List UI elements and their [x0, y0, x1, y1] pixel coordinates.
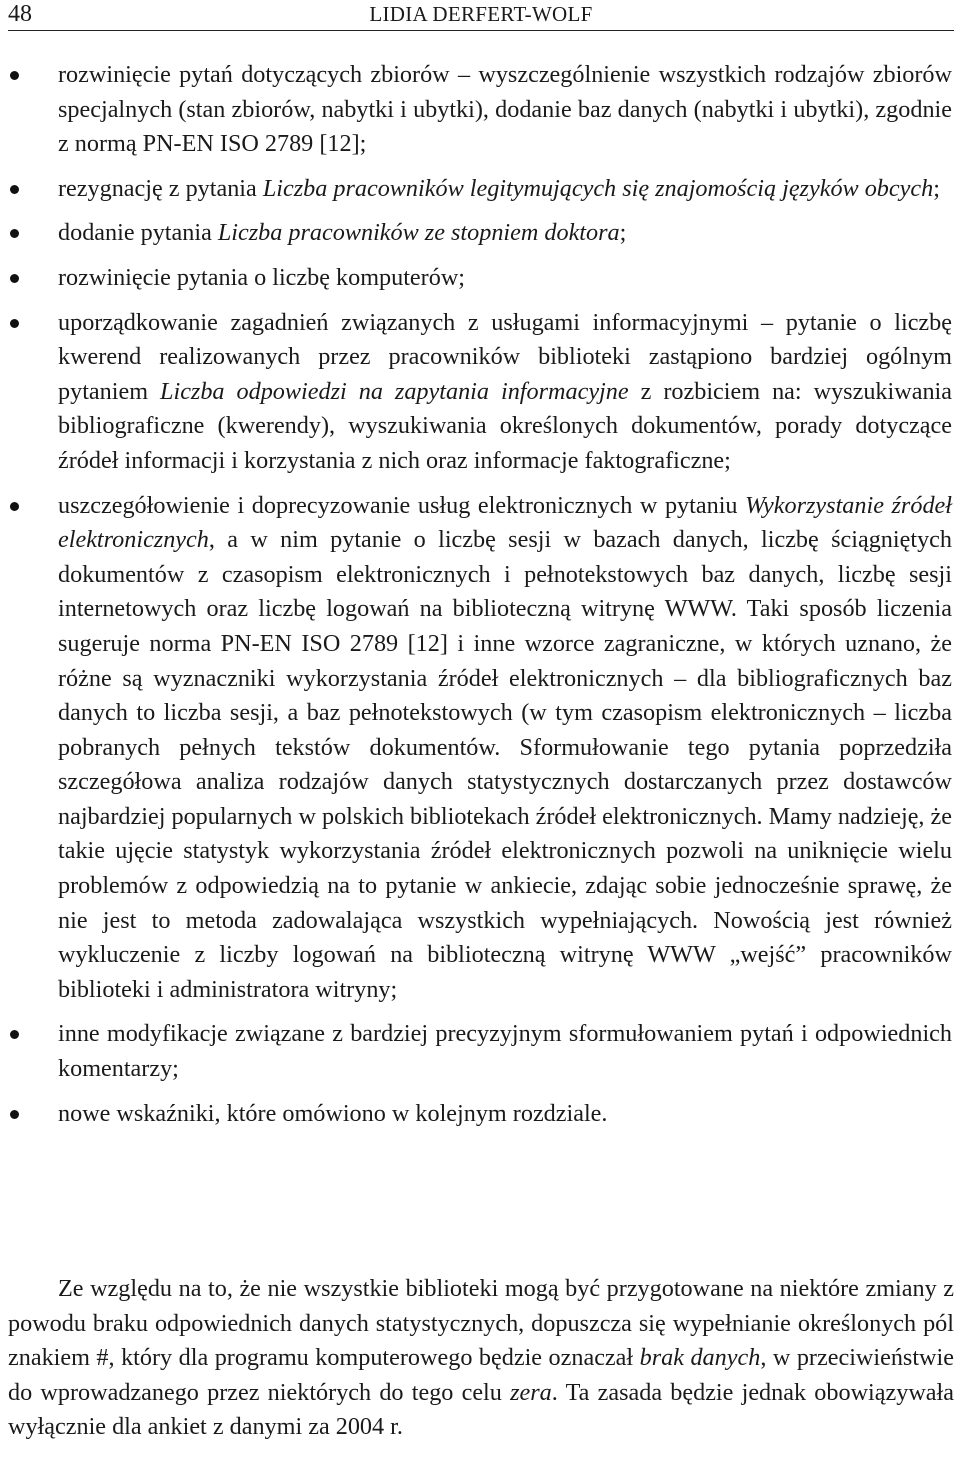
text-run: , a w nim pytanie o liczbę sesji w bazach danych, liczbę ściągniętych dokumentów z czasopism elektronicznych i pełnotekstowych baz danych, liczbę sesji internetowych oraz liczbę logowań na biblioteczną witrynę WWW. Taki sposób liczenia sugeruje norma PN-EN ISO 2789 [12] i inne wzorce zagraniczne, w których uznano, że różne są wyznaczniki wykorzystania źródeł elektronicznych – dla bibliograficznych baz danych to liczba sesji, a baz pełnotekstowych (w tym czasopism elektronicznych – liczba pobranych pełnych tekstów dokumentów. Sformułowanie tego pytania poprzedziła szczegółowa analiza rodzajów danych statystycznych dostarczanych przez dostawców najbardziej popularnych w polskich bibliotekach źródeł elektronicznych. Mamy nadzieję, że takie ujęcie statystyk wykorzystania źródeł elektronicznych pozwoli na uniknięcie wielu problemów z odpowiedzią na to pytanie w ankiecie, zdając sobie jednocześnie sprawę, że nie jest to metoda zadowalająca wszystkich wypełniających. Nowością jest również wykluczenie z liczby logowań na biblioteczną witrynę WWW „wejść” pracowników biblioteki i administratora witryny;	[58, 526, 952, 1003]
running-head-author: LIDIA DERFERT-WOLF	[369, 2, 593, 26]
text-run: . Ta zasada będzie jednak obowiązywała wyłącznie dla ankiet z danymi za 2004 r.	[8, 1378, 954, 1441]
bullet-item	[0, 58, 960, 162]
italic-text-run: brak danych	[639, 1344, 761, 1372]
text-run: rozwinięcie pytań dotyczących zbiorów – wyszczególnienie wszystkich rodzajów zbiorów specjalnych (stan zbiorów, nabytki i ubytki), dodanie baz danych (nabytki i ubytki), zgodnie z normą PN-EN ISO 2789 [12];	[58, 61, 952, 158]
bullet-item	[0, 1097, 960, 1132]
bullet-item	[0, 216, 960, 251]
bullet-dot-icon	[10, 185, 19, 194]
text-run: ;	[619, 219, 627, 247]
text-run: uszczegółowienie i doprecyzowanie usług elektronicznych w pytaniu	[58, 491, 746, 519]
bullet-dot-icon	[10, 1030, 19, 1039]
text-run: , w przeciwieństwie do wprowadzanego przez niektórych do tego celu	[8, 1344, 954, 1406]
bullet-item	[0, 1017, 960, 1086]
italic-text-run: zera	[510, 1378, 552, 1406]
bullet-dot-icon	[10, 502, 19, 511]
text-run: ;	[933, 174, 940, 202]
bullet-dot-icon	[10, 229, 19, 238]
text-run: Ze względu na to, że nie wszystkie biblioteki mogą być przygotowane na niektóre zmiany z powodu braku odpowiednich danych statystycznych, dopuszcza się wypełnianie określonych pól znakiem #, który dla programu komputerowego będzie oznaczał	[8, 1275, 954, 1372]
page-number: 48	[8, 1, 32, 27]
italic-text-run: Liczba pracowników legitymujących się znajomością języków obcych	[262, 174, 934, 202]
text-run: uporządkowanie zagadnień związanych z usługami informacyjnymi – pytanie o liczbę kwerend realizowanych przez pracowników biblioteki zastąpiono bardziej ogólnym pytaniem	[58, 308, 952, 405]
text-run: z rozbiciem na: wyszukiwania bibliograficzne (kwerendy), wyszukiwania określonych dokumentów, porady dotyczące źródeł informacji i korzystania z nich oraz informacje faktograficzne;	[58, 377, 952, 474]
closing-paragraph	[8, 1272, 954, 1445]
bullet-dot-icon	[10, 1110, 19, 1119]
bullet-item	[0, 261, 960, 296]
bullet-dot-icon	[10, 71, 19, 80]
italic-text-run: Liczba odpowiedzi na zapytania informacyjne	[160, 377, 629, 405]
bullet-item	[0, 172, 960, 207]
bullet-list	[0, 58, 960, 1141]
bullet-dot-icon	[10, 319, 19, 328]
text-run: dodanie pytania	[58, 219, 218, 247]
text-run: rozwinięcie pytania o liczbę komputerów;	[58, 263, 466, 291]
text-run: inne modyfikacje związane z bardziej precyzyjnym sformułowaniem pytań i odpowiednich komentarzy;	[58, 1020, 952, 1083]
page-header	[8, 0, 954, 31]
bullet-dot-icon	[10, 274, 19, 283]
bullet-item	[0, 489, 960, 1008]
text-run: nowe wskaźniki, które omówiono w kolejnym rozdziale.	[58, 1099, 608, 1127]
text-run: rezygnację z pytania	[58, 174, 263, 202]
italic-text-run: Wykorzystanie źródeł elektronicznych	[58, 491, 952, 554]
bullet-item	[0, 306, 960, 479]
italic-text-run: Liczba pracowników ze stopniem doktora	[217, 219, 620, 247]
